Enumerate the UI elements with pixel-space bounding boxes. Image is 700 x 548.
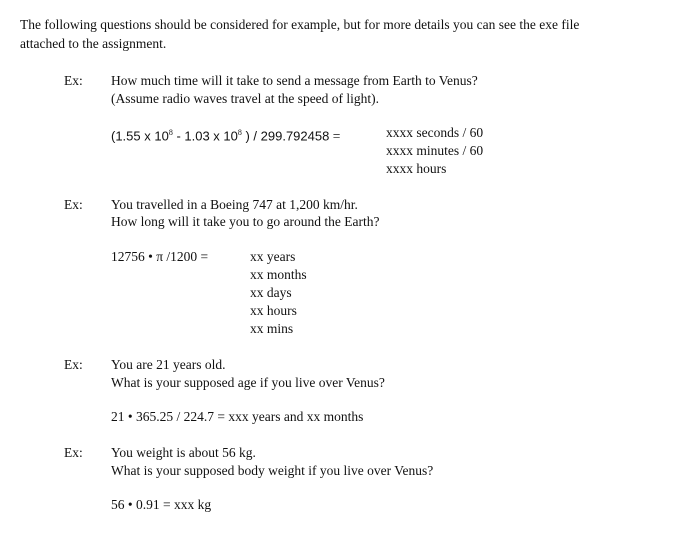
formula [111, 124, 340, 145]
question-line: How much time will it take to send a message from Earth to Venus? [111, 73, 478, 88]
question-line: What is your supposed age if you live over Venus? [111, 375, 385, 390]
answer-line: xxxx minutes / 60 [386, 143, 484, 158]
intro-line-2: attached to the assignment. [20, 36, 167, 51]
formula-exponent: 8 [237, 128, 242, 137]
formula-part: - 1.03 x 10 [172, 128, 238, 144]
formula-equals: = [329, 128, 341, 144]
answer-line: xx years [250, 249, 296, 264]
answer-line: xx mins [250, 321, 294, 336]
question-line: How long will it take you to go around the Earth? [111, 214, 380, 229]
intro-line-1: The following questions should be considered for example, but for more details you can see the exe file [20, 17, 580, 32]
example-label: Ex: [64, 445, 83, 460]
formula-exponent: 8 [168, 128, 173, 137]
answer-line: xx days [250, 285, 292, 300]
question-line: You weight is about 56 kg. [111, 445, 256, 460]
answer-line: xxxx hours [386, 161, 447, 176]
example-label: Ex: [64, 197, 83, 212]
question-line: You are 21 years old. [111, 357, 226, 372]
formula-part: ) / 299.792458 [241, 128, 330, 144]
question-line: You travelled in a Boeing 747 at 1,200 km/hr. [111, 197, 358, 212]
formula: 56 • 0.91 = xxx kg [111, 497, 212, 512]
example-label: Ex: [64, 73, 83, 88]
question-line: What is your supposed body weight if you live over Venus? [111, 463, 434, 478]
formula: 12756 • π /1200 = [111, 249, 209, 264]
answer-line: xx hours [250, 303, 297, 318]
formula: 21 • 365.25 / 224.7 = xxx years and xx months [111, 409, 364, 424]
question-line: (Assume radio waves travel at the speed of light). [111, 91, 380, 106]
example-label: Ex: [64, 357, 83, 372]
answer-line: xxxx seconds / 60 [386, 125, 484, 140]
formula-part: (1.55 x 10 [111, 128, 169, 144]
answer-line: xx months [250, 267, 307, 282]
